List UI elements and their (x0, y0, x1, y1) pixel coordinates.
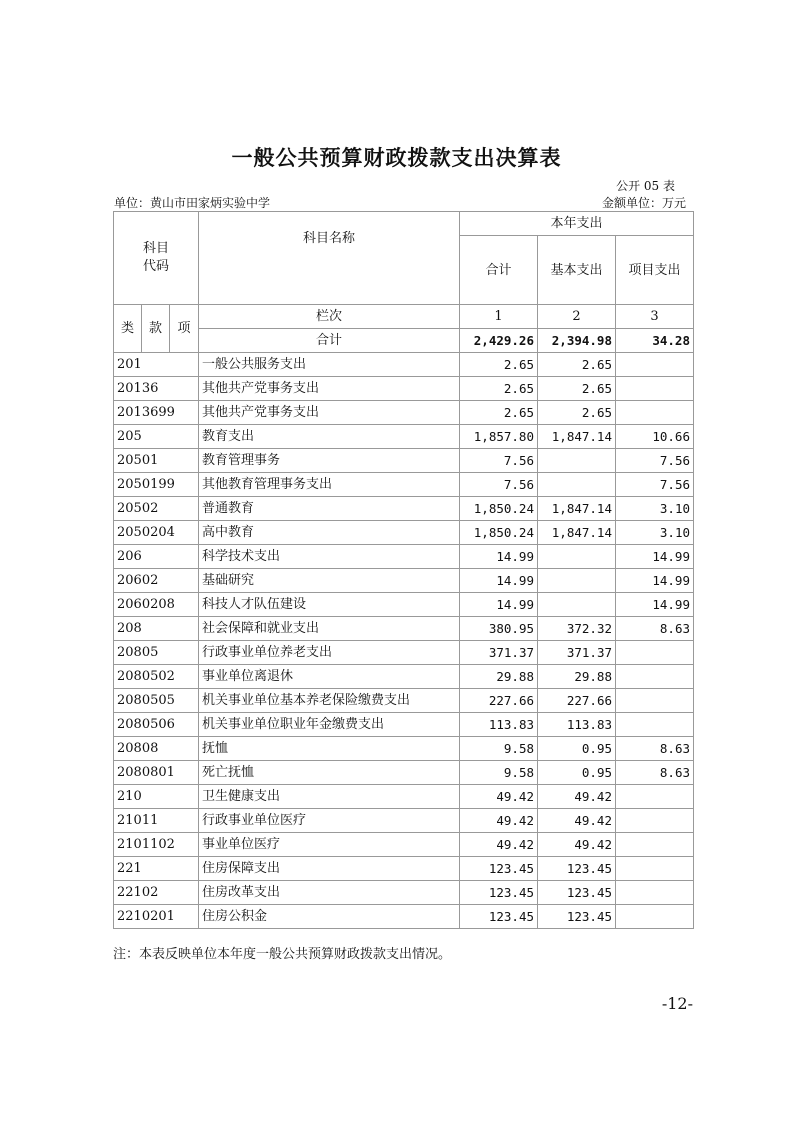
subject-name-cell: 住房改革支出 (199, 881, 460, 905)
table-row (114, 785, 694, 809)
header-total: 合计 (460, 236, 538, 305)
project-cell (616, 881, 694, 905)
project-cell: 7.56 (616, 449, 694, 473)
total-cell: 9.58 (460, 737, 538, 761)
project-cell: 14.99 (616, 569, 694, 593)
total-cell: 2.65 (460, 377, 538, 401)
project-cell: 7.56 (616, 473, 694, 497)
basic-cell: 227.66 (538, 689, 616, 713)
total-row (114, 329, 694, 353)
project-cell: 8.63 (616, 761, 694, 785)
subject-code-cell: 206 (114, 545, 199, 569)
header-subject-code (114, 212, 199, 305)
table-row (114, 905, 694, 929)
subject-name-cell: 行政事业单位医疗 (199, 809, 460, 833)
subject-name-cell: 教育管理事务 (199, 449, 460, 473)
total-cell: 14.99 (460, 593, 538, 617)
table-row (114, 857, 694, 881)
basic-cell (538, 449, 616, 473)
subject-name-cell: 高中教育 (199, 521, 460, 545)
basic-cell: 1,847.14 (538, 521, 616, 545)
budget-table (113, 211, 694, 929)
header-basic: 基本支出 (538, 236, 616, 305)
header-row-1 (114, 212, 694, 236)
basic-cell: 49.42 (538, 809, 616, 833)
total-amount: 2,429.26 (460, 329, 538, 353)
total-cell: 2.65 (460, 353, 538, 377)
table-row (114, 689, 694, 713)
project-cell (616, 377, 694, 401)
amount-unit: 金额单位：万元 (601, 196, 686, 210)
table-row (114, 497, 694, 521)
subject-code-cell: 2013699 (114, 401, 199, 425)
subject-name-cell: 行政事业单位养老支出 (199, 641, 460, 665)
basic-cell: 1,847.14 (538, 497, 616, 521)
total-label: 合计 (199, 329, 460, 353)
project-cell (616, 905, 694, 929)
column-number-3: 3 (616, 305, 694, 329)
total-cell: 380.95 (460, 617, 538, 641)
project-cell (616, 641, 694, 665)
table-row (114, 401, 694, 425)
header-subject-name: 科目名称 (199, 212, 460, 305)
subject-code-cell: 201 (114, 353, 199, 377)
subject-code-cell: 2101102 (114, 833, 199, 857)
table-row (114, 833, 694, 857)
subject-code-cell: 2050204 (114, 521, 199, 545)
subject-name-cell: 机关事业单位职业年金缴费支出 (199, 713, 460, 737)
table-row (114, 569, 694, 593)
form-number: 公开 05 表 (616, 179, 675, 193)
table-row (114, 449, 694, 473)
subject-name-cell: 科学技术支出 (199, 545, 460, 569)
subject-code-cell: 2210201 (114, 905, 199, 929)
project-cell (616, 809, 694, 833)
total-cell: 1,857.80 (460, 425, 538, 449)
table-row (114, 377, 694, 401)
basic-cell (538, 473, 616, 497)
project-cell (616, 353, 694, 377)
subject-code-cell: 20602 (114, 569, 199, 593)
subject-name-cell: 抚恤 (199, 737, 460, 761)
table-row (114, 665, 694, 689)
subject-code-cell: 20808 (114, 737, 199, 761)
basic-cell: 113.83 (538, 713, 616, 737)
project-cell (616, 713, 694, 737)
total-cell: 113.83 (460, 713, 538, 737)
total-cell: 1,850.24 (460, 497, 538, 521)
header-kuan: 款 (142, 305, 170, 353)
table-note: 注：本表反映单位本年度一般公共预算财政拨款支出情况。 (113, 947, 452, 962)
subject-code-cell: 20502 (114, 497, 199, 521)
subject-code-cell: 2080502 (114, 665, 199, 689)
basic-cell: 2.65 (538, 401, 616, 425)
basic-cell: 372.32 (538, 617, 616, 641)
subject-code-cell: 205 (114, 425, 199, 449)
basic-cell: 123.45 (538, 905, 616, 929)
subject-code-cell: 2080505 (114, 689, 199, 713)
basic-cell: 1,847.14 (538, 425, 616, 449)
subject-code-cell: 20501 (114, 449, 199, 473)
header-current-year: 本年支出 (460, 212, 694, 236)
total-cell: 49.42 (460, 833, 538, 857)
subject-name-cell: 机关事业单位基本养老保险缴费支出 (199, 689, 460, 713)
total-project: 34.28 (616, 329, 694, 353)
total-cell: 49.42 (460, 785, 538, 809)
subject-name-cell: 其他教育管理事务支出 (199, 473, 460, 497)
total-cell: 14.99 (460, 569, 538, 593)
total-cell: 371.37 (460, 641, 538, 665)
subject-name-cell: 科技人才队伍建设 (199, 593, 460, 617)
table-row (114, 521, 694, 545)
project-cell (616, 665, 694, 689)
total-basic: 2,394.98 (538, 329, 616, 353)
subject-code-cell: 22102 (114, 881, 199, 905)
subject-name-cell: 卫生健康支出 (199, 785, 460, 809)
project-cell: 14.99 (616, 545, 694, 569)
subject-name-cell: 其他共产党事务支出 (199, 401, 460, 425)
subject-name-cell: 普通教育 (199, 497, 460, 521)
total-cell: 227.66 (460, 689, 538, 713)
subject-name-cell: 基础研究 (199, 569, 460, 593)
project-cell (616, 785, 694, 809)
subject-name-cell: 一般公共服务支出 (199, 353, 460, 377)
table-row (114, 881, 694, 905)
subject-code-cell: 20805 (114, 641, 199, 665)
subject-code-cell: 2060208 (114, 593, 199, 617)
project-cell: 10.66 (616, 425, 694, 449)
header-code-line1: 科目 (142, 241, 169, 256)
subject-name-cell: 其他共产党事务支出 (199, 377, 460, 401)
basic-cell: 123.45 (538, 881, 616, 905)
subject-code-cell: 2080801 (114, 761, 199, 785)
basic-cell (538, 593, 616, 617)
total-cell: 1,850.24 (460, 521, 538, 545)
basic-cell: 371.37 (538, 641, 616, 665)
table-row (114, 545, 694, 569)
basic-cell: 0.95 (538, 761, 616, 785)
table-row (114, 737, 694, 761)
table-row (114, 809, 694, 833)
project-cell (616, 689, 694, 713)
header-xiang: 项 (170, 305, 199, 353)
subject-name-cell: 教育支出 (199, 425, 460, 449)
total-cell: 123.45 (460, 905, 538, 929)
table-row (114, 473, 694, 497)
subject-code-cell: 20136 (114, 377, 199, 401)
project-cell: 14.99 (616, 593, 694, 617)
organization-unit: 单位：黄山市田家炳实验中学 (114, 196, 271, 210)
table-row (114, 353, 694, 377)
subject-name-cell: 住房保障支出 (199, 857, 460, 881)
basic-cell: 2.65 (538, 377, 616, 401)
total-cell: 123.45 (460, 881, 538, 905)
project-cell: 8.63 (616, 737, 694, 761)
subject-code-cell: 21011 (114, 809, 199, 833)
total-cell: 7.56 (460, 449, 538, 473)
column-number-1: 1 (460, 305, 538, 329)
column-number-2: 2 (538, 305, 616, 329)
basic-cell: 29.88 (538, 665, 616, 689)
basic-cell: 49.42 (538, 785, 616, 809)
subject-code-cell: 221 (114, 857, 199, 881)
subject-code-cell: 208 (114, 617, 199, 641)
subject-name-cell: 住房公积金 (199, 905, 460, 929)
table-row (114, 425, 694, 449)
basic-cell (538, 545, 616, 569)
header-code-line2: 代码 (142, 259, 169, 274)
project-cell (616, 857, 694, 881)
total-cell: 9.58 (460, 761, 538, 785)
page-number: -12- (661, 994, 693, 1013)
basic-cell (538, 569, 616, 593)
subject-name-cell: 事业单位医疗 (199, 833, 460, 857)
subject-code-cell: 210 (114, 785, 199, 809)
total-cell: 49.42 (460, 809, 538, 833)
document-title: 一般公共预算财政拨款支出决算表 (231, 145, 562, 170)
subject-code-cell: 2080506 (114, 713, 199, 737)
table-row (114, 641, 694, 665)
subject-code-cell: 2050199 (114, 473, 199, 497)
table-row (114, 761, 694, 785)
total-cell: 7.56 (460, 473, 538, 497)
total-cell: 29.88 (460, 665, 538, 689)
total-cell: 14.99 (460, 545, 538, 569)
subject-name-cell: 事业单位离退休 (199, 665, 460, 689)
column-order-row (114, 305, 694, 329)
table-row (114, 713, 694, 737)
total-cell: 123.45 (460, 857, 538, 881)
total-cell: 2.65 (460, 401, 538, 425)
header-project: 项目支出 (616, 236, 694, 305)
project-cell: 8.63 (616, 617, 694, 641)
project-cell: 3.10 (616, 497, 694, 521)
project-cell (616, 401, 694, 425)
table-row (114, 593, 694, 617)
project-cell: 3.10 (616, 521, 694, 545)
table-row (114, 617, 694, 641)
basic-cell: 49.42 (538, 833, 616, 857)
project-cell (616, 833, 694, 857)
basic-cell: 2.65 (538, 353, 616, 377)
basic-cell: 123.45 (538, 857, 616, 881)
header-lei: 类 (114, 305, 142, 353)
subject-name-cell: 社会保障和就业支出 (199, 617, 460, 641)
column-order-label: 栏次 (199, 305, 460, 329)
basic-cell: 0.95 (538, 737, 616, 761)
subject-name-cell: 死亡抚恤 (199, 761, 460, 785)
